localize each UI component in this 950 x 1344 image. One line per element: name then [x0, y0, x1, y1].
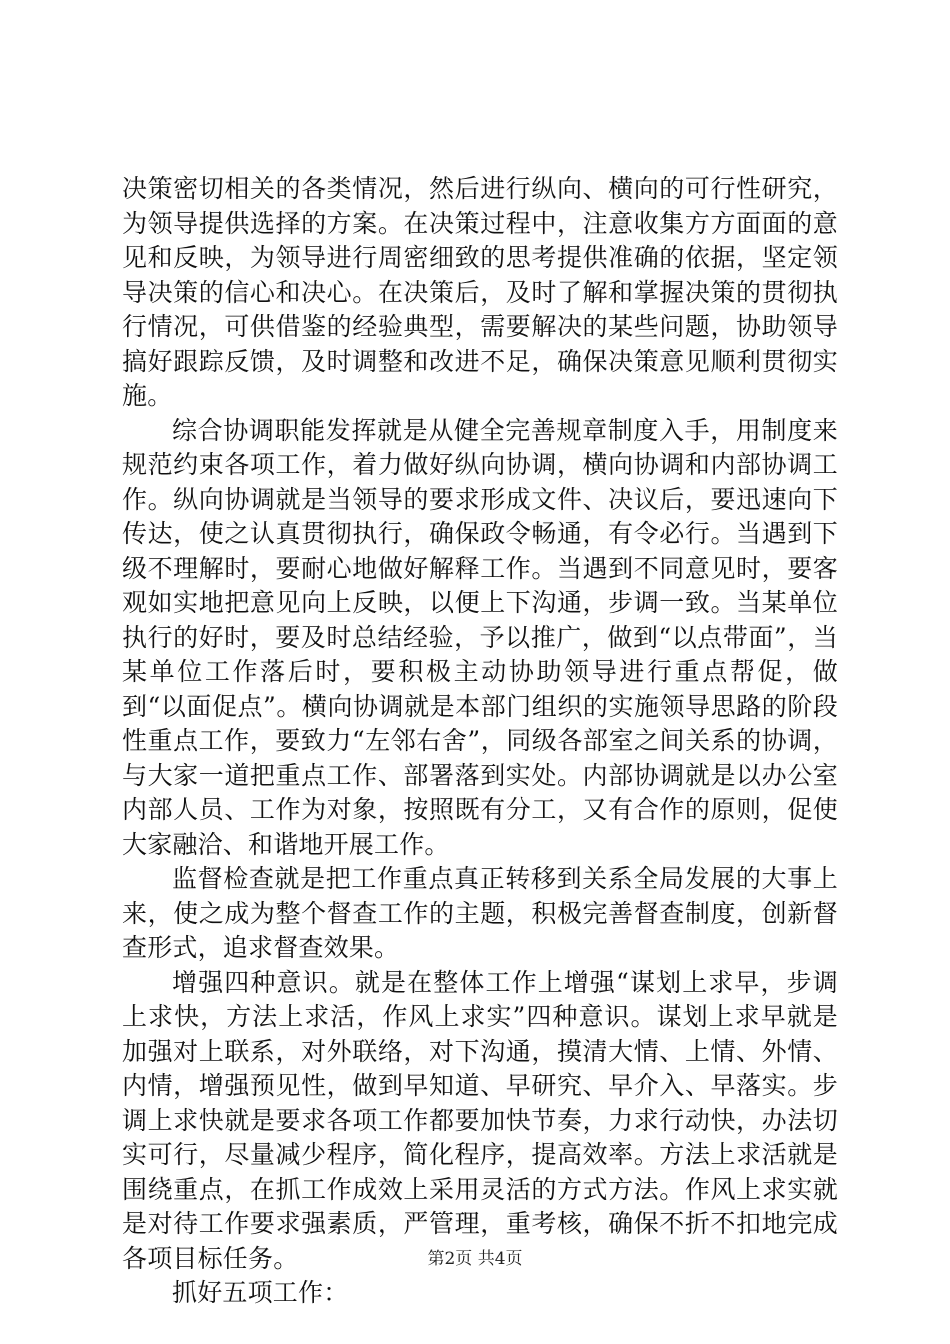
- paragraph-5: 抓好五项工作：: [172, 1278, 349, 1307]
- paragraph-1: 决策密切相关的各类情况，然后进行纵向、横向的可行性研究，为领导提供选择的方案。在决策过程中，注意收集方方面面的意见和反映，为领导进行周密细致的思考提供准确的依据，坚定领导决策的信心和决心。在决策后，及时了解和掌握决策的贯彻执行情况，可供借鉴的经验典型，需要解决的某些问题，协助领导搞好跟踪反馈，及时调整和改进不足，确保决策意见顺利贯彻实施。: [122, 174, 838, 410]
- paragraph-4: 增强四种意识。就是在整体工作上增强“谋划上求早，步调上求快，方法上求活，作风上求实”四种意识。谋划上求早就是加强对上联系，对外联络，对下沟通，摸清大情、上情、外情、内情，增强预见性，做到早知道、早研究、早介入、早落实。步调上求快就是要求各项工作都要加快节奏，力求行动快，办法切实可行，尽量减少程序，简化程序，提高效率。方法上求活就是围绕重点，在抓工作成效上采用灵活的方式方法。作风上求实就是对待工作要求强素质，严管理，重考核，确保不折不扣地完成各项目标任务。: [122, 967, 838, 1273]
- paragraph-3: 监督检查就是把工作重点真正转移到关系全局发展的大事上来，使之成为整个督查工作的主题，积极完善督查制度，创新督查形式，追求督查效果。: [122, 864, 838, 962]
- page-number-label: 第2页 共4页: [427, 1249, 523, 1269]
- page-footer: [0, 1244, 950, 1269]
- document-body: [122, 172, 838, 1311]
- paragraph-2: 综合协调职能发挥就是从健全完善规章制度入手，用制度来规范约束各项工作，着力做好纵向协调，横向协调和内部协调工作。纵向协调就是当领导的要求形成文件、决议后，要迅速向下传达，使之认真贯彻执行，确保政令畅通，有令必行。当遇到下级不理解时，要耐心地做好解释工作。当遇到不同意见时，要客观如实地把意见向上反映，以便上下沟通，步调一致。当某单位执行的好时，要及时总结经验，予以推广，做到“以点带面”，当某单位工作落后时，要积极主动协助领导进行重点帮促，做到“以面促点”。横向协调就是本部门组织的实施领导思路的阶段性重点工作，要致力“左邻右舍”，同级各部室之间关系的协调，与大家一道把重点工作、部署落到实处。内部协调就是以办公室内部人员、工作为对象，按照既有分工，又有合作的原则，促使大家融洽、和谐地开展工作。: [122, 415, 838, 859]
